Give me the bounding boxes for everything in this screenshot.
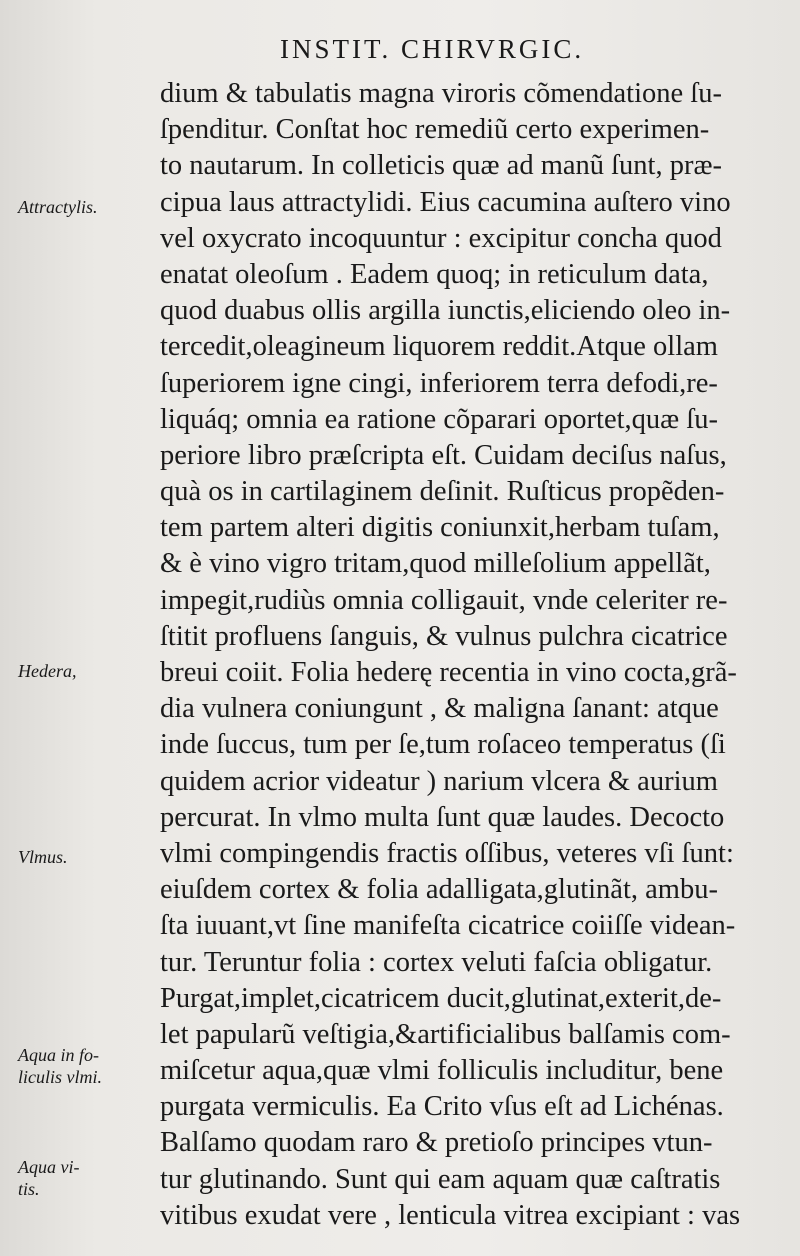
text-line: Purgat,implet,cicatricem ducit,glutinat,exterit,de- — [160, 982, 722, 1014]
text-line: to nautarum. In colleticis quæ ad manũ ſunt, præ- — [160, 150, 722, 182]
margin-note-line: Attractylis. — [18, 197, 98, 217]
margin-note-aqua-folliculis — [18, 1044, 153, 1088]
margin-note-line: tis. — [18, 1179, 40, 1199]
text-line: tur glutinando. Sunt qui eam aquam quæ caſtratis — [160, 1163, 721, 1195]
text-line: ſuperiorem igne cingi, inferiorem terra defodi,re- — [160, 367, 718, 399]
text-line: tercedit,oleagineum liquorem reddit.Atque ollam — [160, 331, 718, 363]
margin-note-attractylis — [18, 196, 153, 218]
margin-note-line: Aqua vi- — [18, 1157, 80, 1177]
text-line: enatat oleoſum . Eadem quoq; in reticulum data, — [160, 258, 709, 290]
margin-note-ulmus — [18, 846, 153, 868]
text-line: vel oxycrato incoquuntur : excipitur concha quod — [160, 222, 722, 254]
text-line: ſtitit profluens ſanguis, & vulnus pulchra cicatrice — [160, 620, 728, 652]
margin-note-line: liculis vlmi. — [18, 1067, 102, 1087]
margin-note-line: Aqua in fo- — [18, 1045, 99, 1065]
text-line: impegit,rudiùs omnia colligauit, vnde celeriter re- — [160, 584, 728, 616]
text-line: dia vulnera coniungunt , & maligna ſanant: atque — [160, 693, 719, 725]
text-line: let papularũ veſtigia,&artificialibus balſamis com- — [160, 1018, 731, 1050]
text-line: dium & tabulatis magna viroris cõmendatione ſu- — [160, 78, 722, 109]
running-head: INSTIT. CHIRVRGIC. — [280, 34, 585, 64]
text-line: breui coiit. Folia hederę recentia in vino cocta,grã- — [160, 657, 737, 688]
margin-note-aqua-vitis — [18, 1156, 153, 1200]
text-line: tem partem alteri digitis coniunxit,herbam tuſam, — [160, 512, 720, 544]
text-line: purgata vermiculis. Ea Crito vſus eſt ad Lichénas. — [160, 1091, 724, 1123]
text-line: inde ſuccus, tum per ſe,tum roſaceo temperatus (ſi — [160, 729, 726, 761]
text-line: liquáq; omnia ea ratione cõparari oportet,quæ ſu- — [160, 403, 718, 435]
text-line: ſta iuuant,vt ſine manifeſta cicatrice coiiſſe videan- — [160, 910, 736, 942]
text-line: quà os in cartilaginem deſinit. Ruſticus propẽden- — [160, 476, 725, 508]
text-line: ſpenditur. Conſtat hoc remediũ certo experimen- — [160, 114, 710, 146]
text-line: percurat. In vlmo multa ſunt quæ laudes. Decocto — [160, 801, 725, 833]
text-line: miſcetur aqua,quæ vlmi folliculis includitur, bene — [160, 1055, 724, 1087]
text-line: periore libro præſcripta eſt. Cuidam deciſus naſus, — [160, 439, 727, 471]
body-text — [160, 76, 790, 1234]
text-line: vlmi compingendis fractis oſſibus, veteres vſi ſunt: — [160, 837, 734, 869]
text-line: cipua laus attractylidi. Eius cacumina auſtero vino — [160, 186, 731, 218]
margin-note-hedera — [18, 660, 153, 682]
text-line: eiuſdem cortex & folia adalligata,glutinãt, ambu- — [160, 874, 718, 906]
text-line: vitibus exudat vere , lenticula vitrea excipiant : vas — [160, 1199, 741, 1231]
text-line: tur. Teruntur folia : cortex veluti faſcia obligatur. — [160, 946, 713, 978]
margin-note-line: Hedera, — [18, 661, 77, 681]
text-line: quod duabus ollis argilla iunctis,eliciendo oleo in- — [160, 295, 731, 327]
text-line: & è vino vigro tritam,quod milleſolium appellãt, — [160, 548, 711, 580]
margin-note-line: Vlmus. — [18, 847, 68, 867]
text-line: quidem acrior videatur ) narium vlcera & aurium — [160, 765, 718, 797]
text-line: Balſamo quodam raro & pretioſo principes vtun- — [160, 1127, 713, 1159]
